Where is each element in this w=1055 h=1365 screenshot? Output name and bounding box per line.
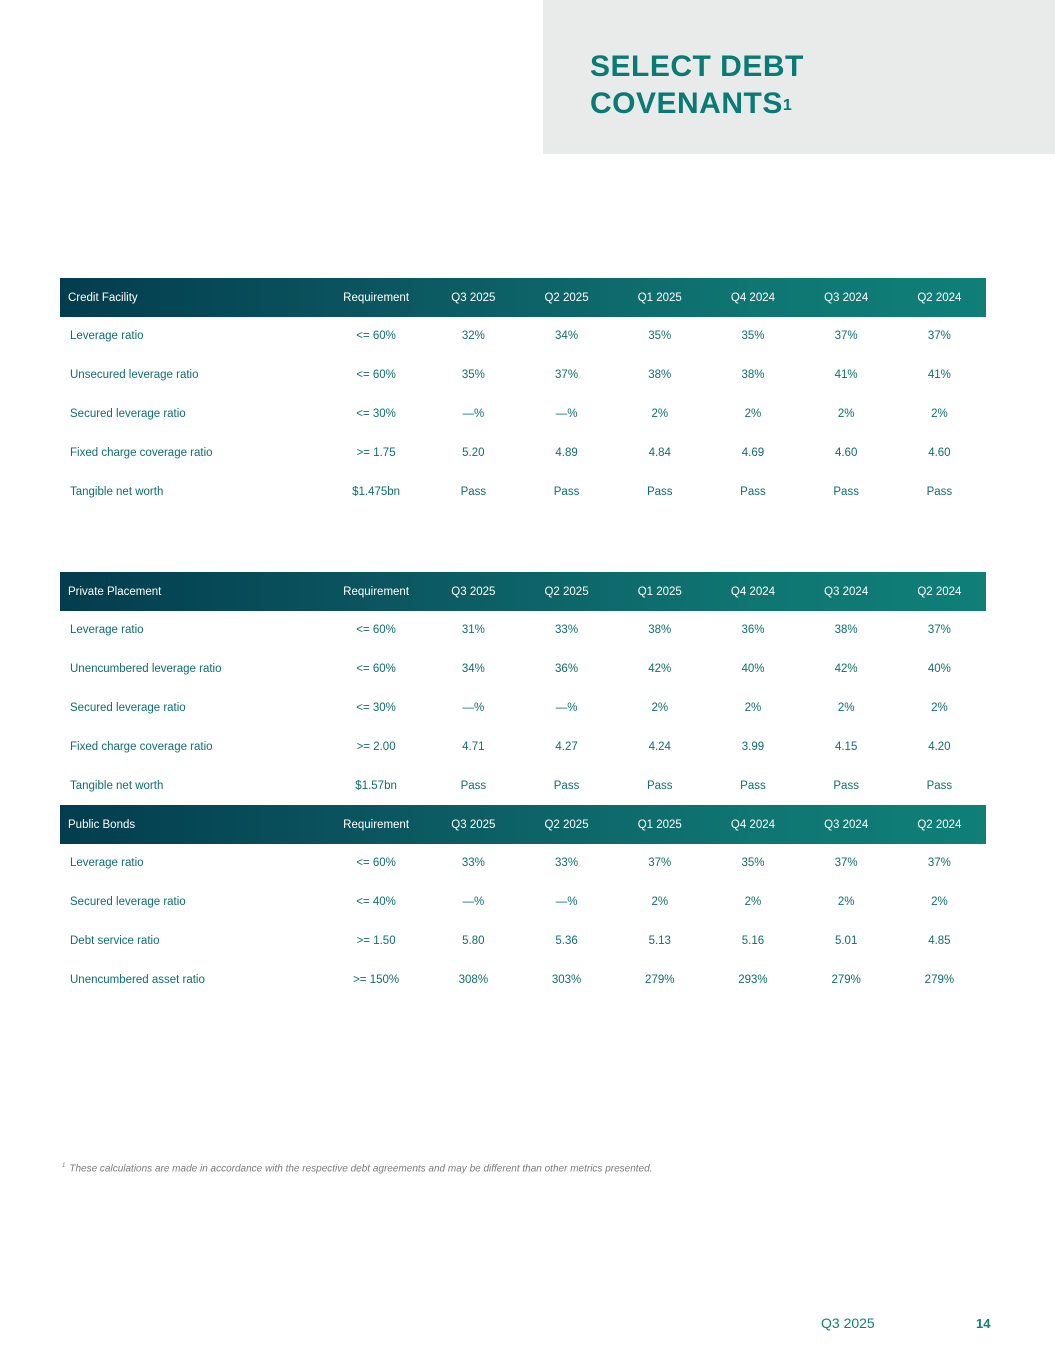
value-cell: Pass bbox=[740, 485, 766, 498]
value-cell: 41% bbox=[927, 369, 951, 382]
title-panel bbox=[543, 0, 1055, 154]
table-row bbox=[60, 472, 986, 511]
value-cell: 5.13 bbox=[648, 934, 671, 947]
requirement-cell: >= 2.00 bbox=[356, 740, 396, 753]
value-cell: 33% bbox=[555, 624, 579, 637]
table-row bbox=[60, 960, 986, 999]
value-cell: 37% bbox=[834, 857, 858, 870]
footnote-text: These calculations are made in accordance with the respective debt agreements and may be different than other metrics presented. bbox=[69, 1163, 653, 1175]
column-header: Q2 2025 bbox=[544, 818, 589, 831]
row-label: Tangible net worth bbox=[70, 485, 164, 498]
value-cell: 34% bbox=[555, 330, 579, 343]
value-cell: 4.84 bbox=[648, 446, 671, 459]
table-section-title: Credit Facility bbox=[68, 291, 138, 304]
table-row bbox=[60, 883, 986, 922]
requirement-cell: $1.475bn bbox=[352, 485, 401, 498]
table-row bbox=[60, 356, 986, 395]
requirement-cell: <= 30% bbox=[356, 407, 396, 420]
row-label: Unsecured leverage ratio bbox=[70, 369, 199, 382]
value-cell: 4.24 bbox=[648, 740, 671, 753]
value-cell: —% bbox=[555, 701, 578, 714]
value-cell: 33% bbox=[555, 857, 579, 870]
value-cell: 4.20 bbox=[928, 740, 951, 753]
value-cell: —% bbox=[555, 896, 578, 909]
column-header: Requirement bbox=[343, 291, 410, 304]
column-header: Q3 2024 bbox=[824, 818, 869, 831]
requirement-cell: <= 60% bbox=[356, 624, 396, 637]
value-cell: —% bbox=[555, 407, 578, 420]
table-row bbox=[60, 395, 986, 434]
value-cell: 32% bbox=[461, 330, 485, 343]
value-cell: 2% bbox=[837, 701, 855, 714]
value-cell: 2% bbox=[931, 407, 948, 420]
column-header: Q2 2024 bbox=[917, 585, 962, 598]
row-label: Secured leverage ratio bbox=[70, 407, 186, 420]
value-cell: 4.60 bbox=[834, 446, 858, 459]
column-header: Q2 2024 bbox=[917, 818, 962, 831]
column-header: Q3 2025 bbox=[451, 291, 496, 304]
value-cell: 4.89 bbox=[555, 446, 578, 459]
row-label: Fixed charge coverage ratio bbox=[70, 446, 213, 459]
row-label: Fixed charge coverage ratio bbox=[70, 740, 213, 753]
column-header: Q3 2024 bbox=[824, 585, 869, 598]
value-cell: 2% bbox=[837, 407, 855, 420]
table-section-title: Public Bonds bbox=[68, 818, 136, 831]
value-cell: 279% bbox=[831, 973, 861, 986]
row-label: Unencumbered leverage ratio bbox=[70, 663, 222, 676]
value-cell: 35% bbox=[741, 330, 765, 343]
column-header: Q4 2024 bbox=[730, 291, 776, 304]
row-label: Tangible net worth bbox=[70, 779, 164, 792]
value-cell: 35% bbox=[461, 369, 485, 382]
value-cell: 37% bbox=[555, 369, 579, 382]
table-header-row bbox=[60, 805, 986, 844]
value-cell: 2% bbox=[744, 896, 762, 909]
value-cell: 38% bbox=[834, 624, 858, 637]
value-cell: 2% bbox=[744, 407, 762, 420]
column-header: Q2 2024 bbox=[917, 291, 962, 304]
value-cell: —% bbox=[462, 407, 485, 420]
value-cell: 37% bbox=[648, 857, 672, 870]
column-header: Q1 2025 bbox=[637, 291, 682, 304]
credit-facility-table bbox=[60, 278, 986, 511]
value-cell: 36% bbox=[741, 624, 765, 637]
value-cell: 3.99 bbox=[741, 740, 765, 753]
value-cell: 31% bbox=[461, 624, 485, 637]
value-cell: 38% bbox=[741, 369, 765, 382]
value-cell: Pass bbox=[740, 779, 766, 792]
value-cell: 2% bbox=[931, 896, 948, 909]
footer-period: Q3 2025 bbox=[821, 1315, 875, 1331]
public-bonds-table bbox=[60, 805, 986, 999]
value-cell: 5.16 bbox=[741, 934, 765, 947]
value-cell: 33% bbox=[461, 857, 485, 870]
page-title bbox=[590, 48, 804, 122]
value-cell: 308% bbox=[458, 973, 489, 986]
value-cell: Pass bbox=[460, 779, 487, 792]
value-cell: 35% bbox=[648, 330, 672, 343]
value-cell: 34% bbox=[461, 663, 485, 676]
table-row bbox=[60, 844, 986, 883]
value-cell: Pass bbox=[553, 779, 580, 792]
table-header-row bbox=[60, 572, 986, 611]
table-section-title: Private Placement bbox=[68, 585, 162, 598]
requirement-cell: $1.57bn bbox=[355, 779, 397, 792]
row-label: Secured leverage ratio bbox=[70, 896, 186, 909]
requirement-cell: <= 40% bbox=[356, 896, 396, 909]
value-cell: 4.60 bbox=[928, 446, 951, 459]
row-label: Unencumbered asset ratio bbox=[70, 973, 205, 986]
requirement-cell: <= 30% bbox=[356, 701, 396, 714]
value-cell: 35% bbox=[741, 857, 765, 870]
requirement-cell: <= 60% bbox=[356, 330, 396, 343]
value-cell: Pass bbox=[646, 779, 673, 792]
value-cell: Pass bbox=[926, 779, 953, 792]
column-header: Q4 2024 bbox=[730, 818, 776, 831]
value-cell: —% bbox=[462, 701, 485, 714]
footnote bbox=[62, 1163, 652, 1174]
table-row bbox=[60, 433, 986, 472]
row-label: Leverage ratio bbox=[70, 330, 144, 343]
table-row bbox=[60, 317, 986, 356]
table-row bbox=[60, 766, 986, 805]
value-cell: 2% bbox=[931, 701, 948, 714]
private-placement-table bbox=[60, 572, 986, 805]
row-label: Leverage ratio bbox=[70, 624, 144, 637]
requirement-cell: <= 60% bbox=[356, 663, 396, 676]
value-cell: 293% bbox=[738, 973, 768, 986]
value-cell: 37% bbox=[834, 330, 858, 343]
title-line-1: SELECT DEBT bbox=[590, 50, 804, 83]
value-cell: 4.27 bbox=[555, 740, 578, 753]
value-cell: Pass bbox=[553, 485, 580, 498]
page-number: 14 bbox=[976, 1316, 991, 1331]
column-header: Q2 2025 bbox=[544, 291, 589, 304]
value-cell: 279% bbox=[645, 973, 675, 986]
row-label: Secured leverage ratio bbox=[70, 701, 186, 714]
value-cell: 279% bbox=[924, 973, 955, 986]
table-row bbox=[60, 727, 986, 766]
value-cell: Pass bbox=[646, 485, 673, 498]
value-cell: —% bbox=[462, 896, 485, 909]
value-cell: 37% bbox=[927, 624, 951, 637]
value-cell: Pass bbox=[833, 779, 859, 792]
value-cell: Pass bbox=[926, 485, 953, 498]
value-cell: 37% bbox=[927, 857, 951, 870]
value-cell: 2% bbox=[651, 896, 669, 909]
value-cell: 5.80 bbox=[462, 934, 485, 947]
value-cell: 2% bbox=[837, 896, 855, 909]
table-row bbox=[60, 689, 986, 728]
requirement-cell: <= 60% bbox=[356, 369, 396, 382]
footnote-mark: 1 bbox=[62, 1163, 66, 1169]
column-header: Q3 2025 bbox=[451, 818, 496, 831]
value-cell: 4.15 bbox=[834, 740, 858, 753]
value-cell: 40% bbox=[927, 663, 951, 676]
column-header: Q1 2025 bbox=[637, 585, 682, 598]
value-cell: 42% bbox=[834, 663, 858, 676]
value-cell: 5.36 bbox=[555, 934, 578, 947]
column-header: Q1 2025 bbox=[637, 818, 682, 831]
column-header: Q2 2025 bbox=[544, 585, 589, 598]
value-cell: 38% bbox=[648, 624, 672, 637]
value-cell: 41% bbox=[834, 369, 858, 382]
value-cell: 36% bbox=[555, 663, 579, 676]
value-cell: Pass bbox=[460, 485, 487, 498]
requirement-cell: >= 1.50 bbox=[356, 934, 396, 947]
value-cell: 40% bbox=[741, 663, 765, 676]
requirement-cell: <= 60% bbox=[356, 857, 396, 870]
requirement-cell: >= 1.75 bbox=[356, 446, 396, 459]
column-header: Requirement bbox=[343, 818, 410, 831]
value-cell: 2% bbox=[651, 701, 669, 714]
value-cell: 4.69 bbox=[741, 446, 765, 459]
value-cell: Pass bbox=[833, 485, 859, 498]
value-cell: 2% bbox=[651, 407, 669, 420]
row-label: Debt service ratio bbox=[70, 934, 160, 947]
column-header: Requirement bbox=[343, 585, 410, 598]
value-cell: 42% bbox=[648, 663, 672, 676]
value-cell: 4.71 bbox=[462, 740, 485, 753]
requirement-cell: >= 150% bbox=[353, 973, 400, 986]
value-cell: 2% bbox=[744, 701, 762, 714]
column-header: Q4 2024 bbox=[730, 585, 776, 598]
value-cell: 38% bbox=[648, 369, 672, 382]
column-header: Q3 2024 bbox=[824, 291, 869, 304]
value-cell: 5.20 bbox=[462, 446, 485, 459]
table-row bbox=[60, 650, 986, 689]
value-cell: 37% bbox=[927, 330, 951, 343]
title-line-2: COVENANTS bbox=[590, 87, 783, 120]
table-row bbox=[60, 611, 986, 650]
value-cell: 4.85 bbox=[928, 934, 951, 947]
value-cell: 5.01 bbox=[834, 934, 858, 947]
row-label: Leverage ratio bbox=[70, 857, 144, 870]
title-footnote-mark: 1 bbox=[782, 97, 793, 114]
table-row bbox=[60, 922, 986, 961]
value-cell: 303% bbox=[551, 973, 582, 986]
column-header: Q3 2025 bbox=[451, 585, 496, 598]
table-header-row bbox=[60, 278, 986, 317]
